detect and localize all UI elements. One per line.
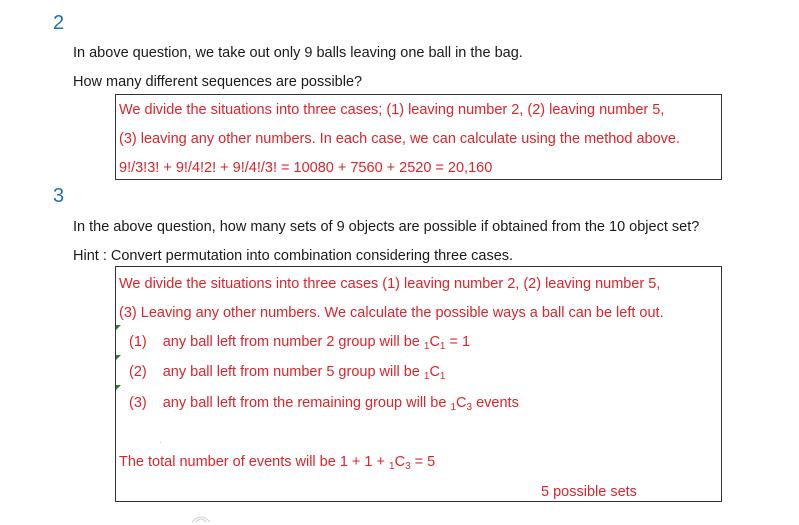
total-events-subscript: 3 bbox=[405, 461, 411, 472]
signal-icon bbox=[190, 510, 212, 524]
stray-dot bbox=[160, 442, 161, 443]
total-events-line bbox=[119, 453, 435, 471]
case-item-1 bbox=[129, 333, 470, 351]
total-events-text: The total number of events will be 1 + 1 + bbox=[119, 454, 390, 470]
question-2-text-line2: How many different sequences are possible? bbox=[73, 74, 363, 90]
comment-marker-icon bbox=[116, 325, 121, 330]
case-item-1-subscript: 1 bbox=[439, 341, 446, 352]
comment-marker-icon bbox=[116, 385, 121, 390]
case-item-2-number: (2) bbox=[129, 364, 147, 380]
total-events-tail: = 5 bbox=[410, 454, 436, 470]
case-item-3-number: (3) bbox=[129, 395, 147, 411]
case-item-3-c: C bbox=[456, 395, 467, 411]
question-2-answer-line3: 9!/3!3! + 9!/4!2! + 9!/4!/3! = 10080 + 7560 + 2520 = 20,160 bbox=[119, 160, 493, 176]
question-3-answer-line2: (3) Leaving any other numbers. We calculate the possible ways a ball can be left out. bbox=[119, 305, 664, 321]
question-3-text-line1: In the above question, how many sets of 9 objects are possible if obtained from the 10 object set? bbox=[73, 219, 700, 235]
case-item-1-prefix: 1 bbox=[423, 341, 430, 352]
case-item-3-prefix: 1 bbox=[450, 402, 457, 413]
question-number-2: 2 bbox=[53, 12, 65, 34]
case-item-2 bbox=[129, 363, 445, 381]
question-3-answer-line1: We divide the situations into three cases (1) leaving number 2, (2) leaving number 5, bbox=[119, 276, 661, 292]
case-item-1-number: (1) bbox=[129, 334, 147, 350]
question-2-answer-line2: (3) leaving any other numbers. In each case, we can calculate using the method above. bbox=[119, 131, 680, 147]
result-text: 5 possible sets bbox=[541, 484, 637, 500]
total-events-prefix: 1 bbox=[389, 461, 395, 472]
case-item-3-text: any ball left from the remaining group will be bbox=[162, 395, 451, 411]
case-item-3 bbox=[129, 394, 519, 412]
case-item-1-tail: = 1 bbox=[445, 334, 471, 350]
comment-marker-icon bbox=[116, 355, 121, 360]
total-events-c: C bbox=[394, 454, 406, 470]
case-item-2-text: any ball left from number 5 group will be bbox=[162, 364, 424, 380]
question-3-hint: Hint : Convert permutation into combination considering three cases. bbox=[73, 248, 514, 264]
case-item-3-tail: events bbox=[472, 395, 519, 411]
case-item-2-c: C bbox=[429, 364, 440, 380]
case-item-3-subscript: 3 bbox=[466, 402, 473, 413]
case-item-2-subscript: 1 bbox=[439, 371, 446, 382]
case-item-2-prefix: 1 bbox=[423, 371, 430, 382]
question-number-3: 3 bbox=[53, 185, 65, 207]
question-2-text-line1: In above question, we take out only 9 balls leaving one ball in the bag. bbox=[73, 45, 523, 61]
case-item-1-text: any ball left from number 2 group will be bbox=[162, 334, 424, 350]
case-item-1-c: C bbox=[429, 334, 440, 350]
question-2-answer-line1: We divide the situations into three cases; (1) leaving number 2, (2) leaving number 5, bbox=[119, 102, 665, 118]
